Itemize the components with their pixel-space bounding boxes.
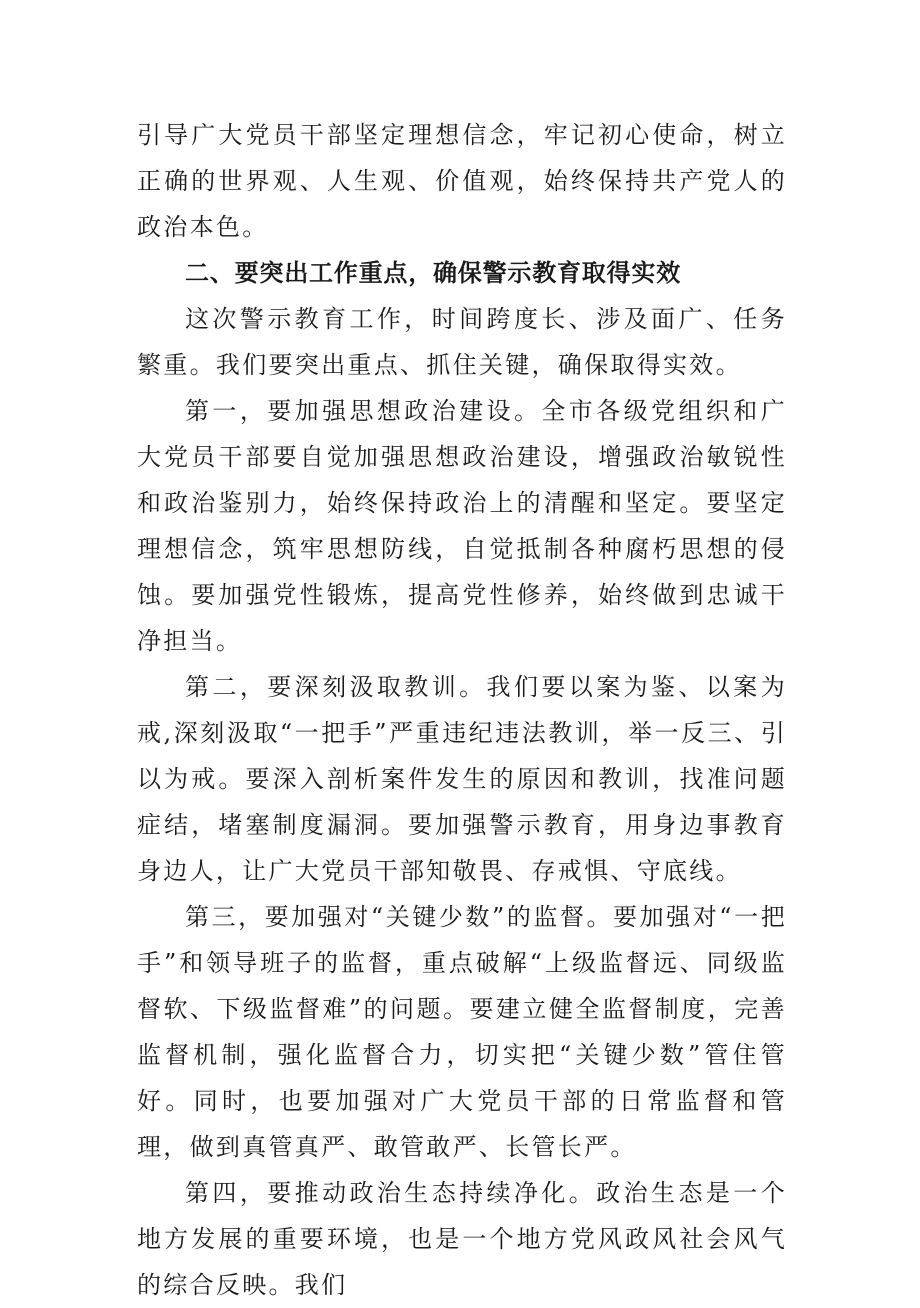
paragraph-point-two: 第二，要深刻汲取教训。我们要以案为鉴、以案为戒,深刻汲取“一把手”严重违纪违法教训，举一反三、引以为戒。要深入剖析案件发生的原因和教训，找准问题症结，堵塞制度漏洞。要加强警示教育，用身边事教育身边人，让广大党员干部知敬畏、存戒惧、守底线。 [137,673,787,885]
section-heading: 二、要突出工作重点，确保警示教育取得实效 [185,259,681,287]
paragraph-point-three: 第三，要加强对“关键少数”的监督。要加强对“一把手”和领导班子的监督，重点破解“上级监督远、同级监督软、下级监督难”的问题。要建立健全监督制度，完善监督机制，强化监督合力，切实把“关键少数”管住管好。同时，也要加强对广大党员干部的日常监督和管理，做到真管真严、敢管敢严、长管长严。 [137,903,787,1161]
paragraph-point-four: 第四，要推动政治生态持续净化。政治生态是一个地方发展的重要环境，也是一个地方党风政风社会风气的综合反映。我们 [137,1179,787,1299]
paragraph-continued: 引导广大党员干部坚定理想信念，牢记初心使命，树立正确的世界观、人生观、价值观，始终保持共产党人的政治本色。 [137,121,787,241]
paragraph-point-one: 第一，要加强思想政治建设。全市各级党组织和广大党员干部要自觉加强思想政治建设，增强政治敏锐性和政治鉴别力，始终保持政治上的清醒和坚定。要坚定理想信念，筑牢思想防线，自觉抵制各种腐朽思想的侵蚀。要加强党性锻炼，提高党性修养，始终做到忠诚干净担当。 [137,397,787,655]
paragraph-intro: 这次警示教育工作，时间跨度长、涉及面广、任务繁重。我们要突出重点、抓住关键，确保取得实效。 [137,305,787,379]
document-body [137,112,787,1308]
